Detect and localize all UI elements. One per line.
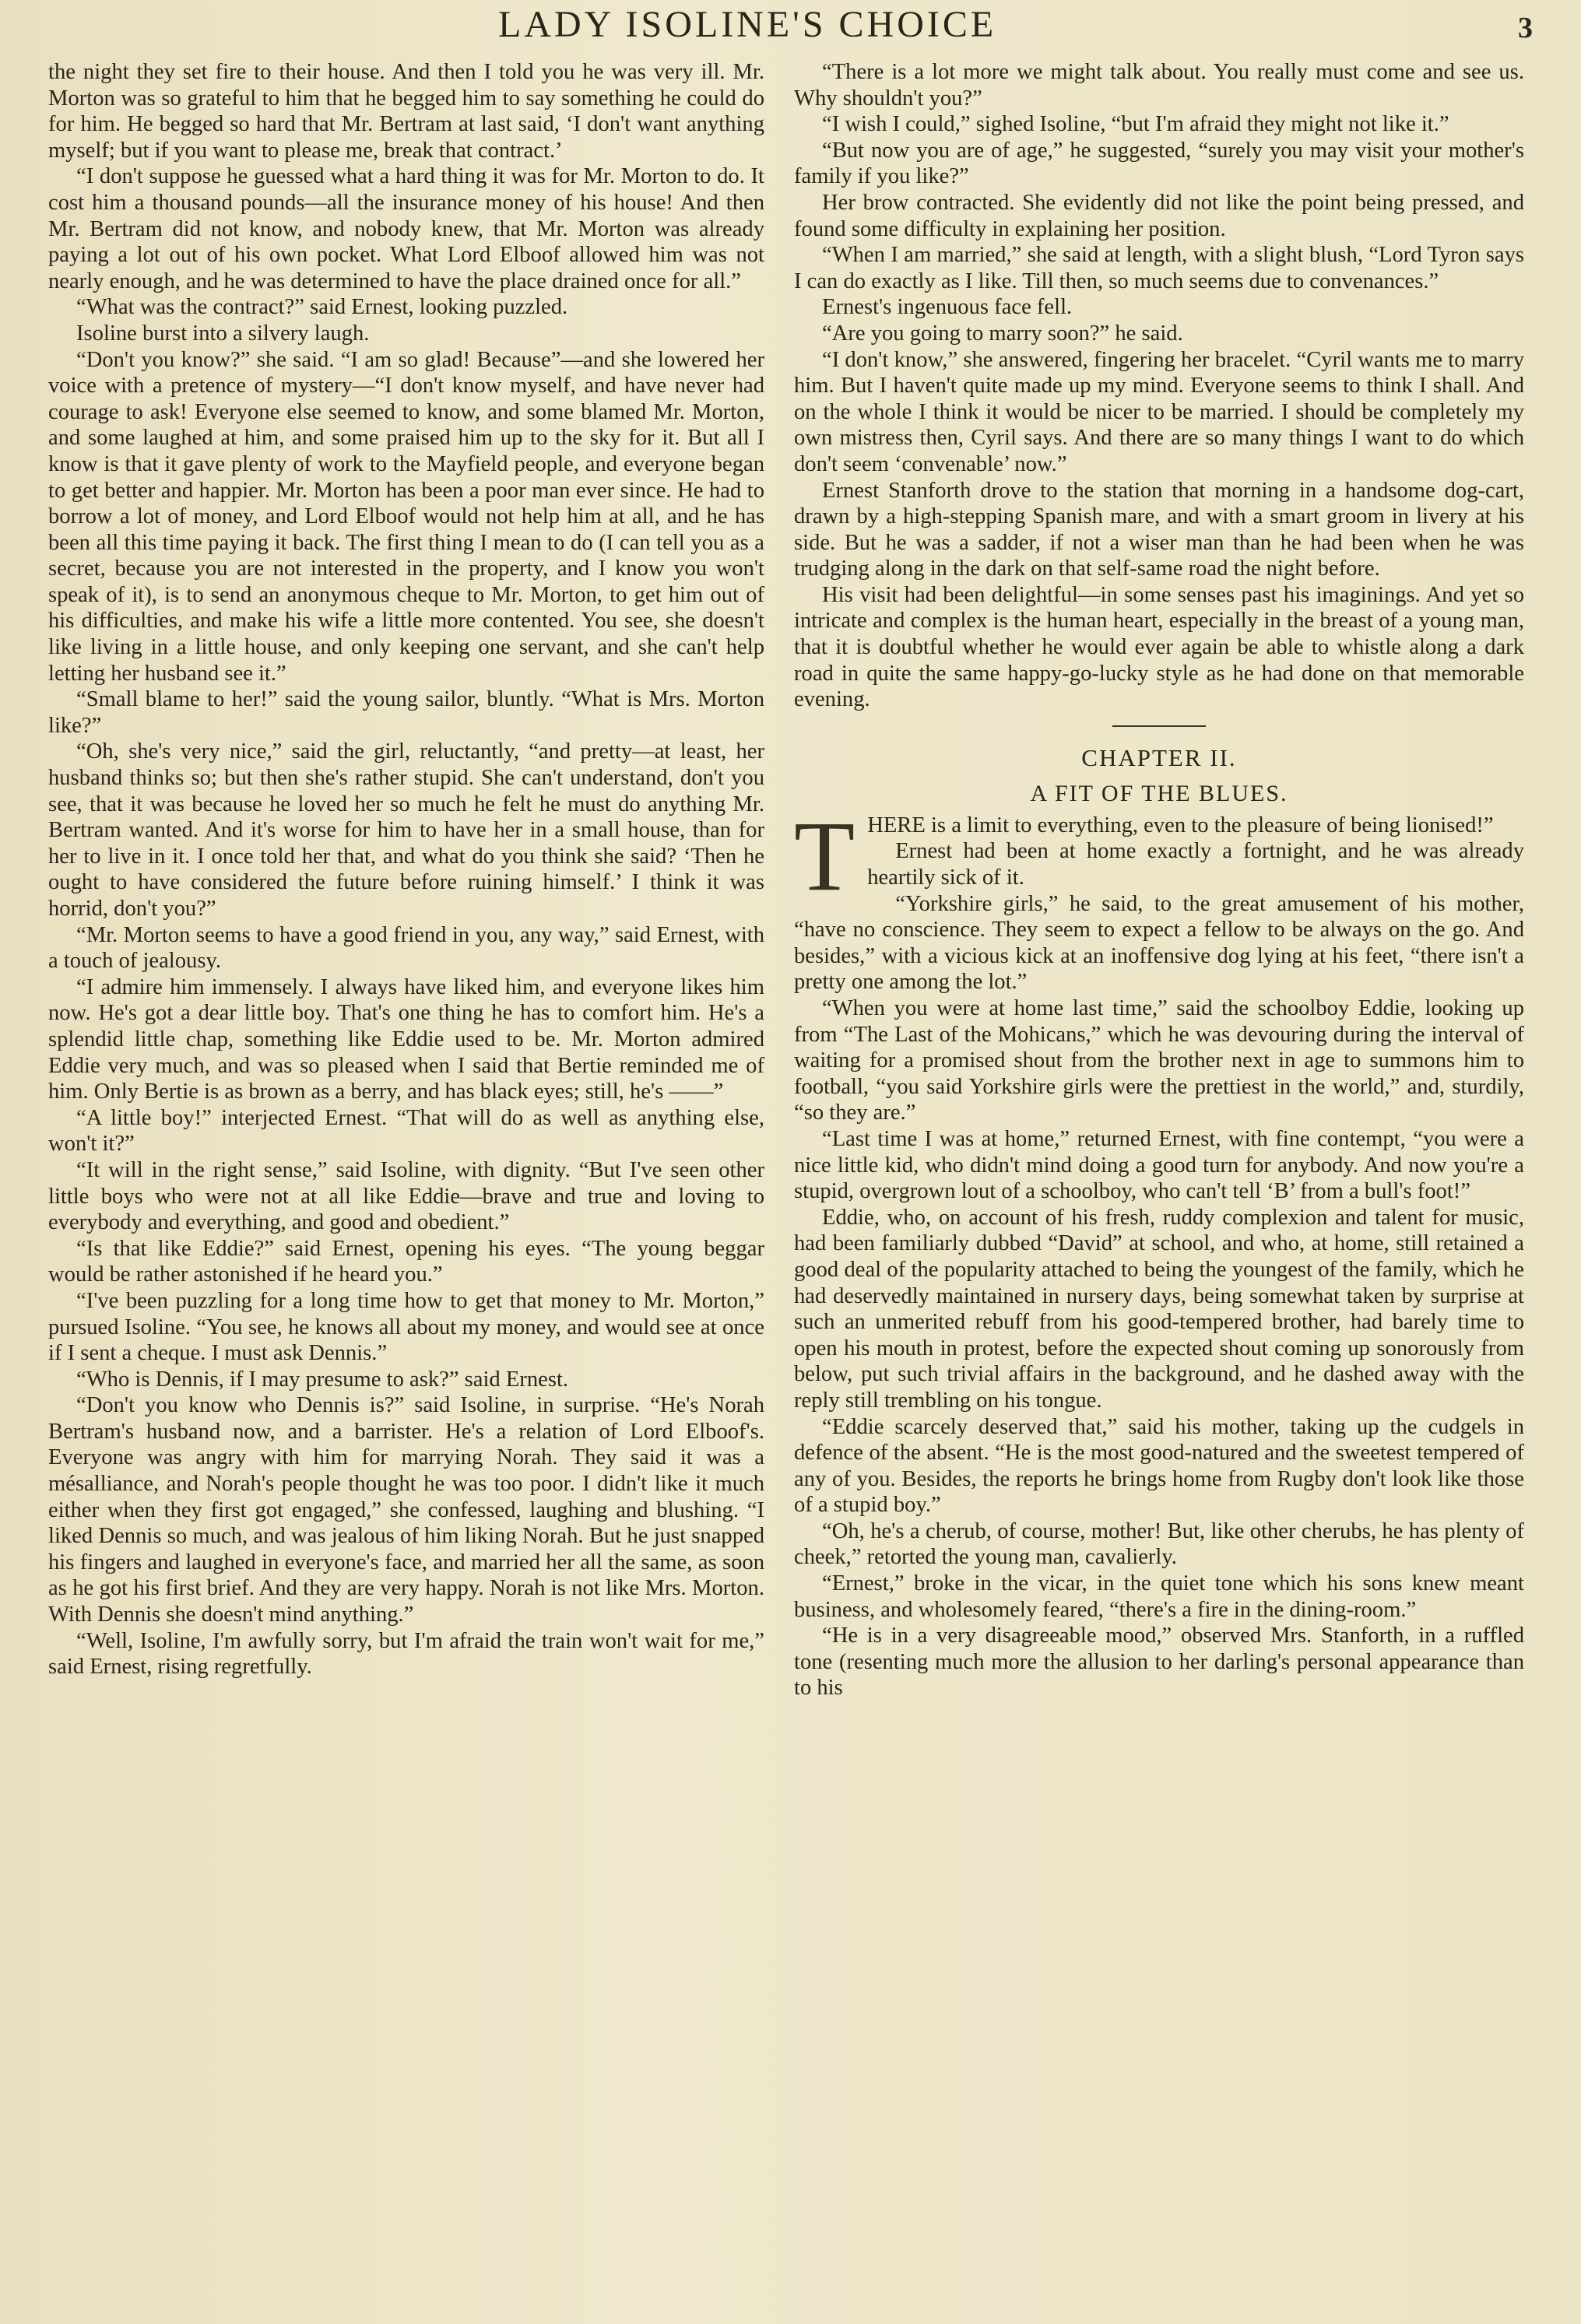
- paragraph: “Are you going to marry soon?” he said.: [822, 321, 1183, 346]
- paragraph: “Is that like Eddie?” said Ernest, opening his eyes. “The young beggar would be rather astonished if he heard you.”: [48, 1236, 764, 1287]
- paragraph: “Oh, he's a cherub, of course, mother! But, like other cherubs, he has plenty of cheek,” retorted the young man, cavalierly.: [794, 1518, 1524, 1570]
- paragraph: “Last time I was at home,” returned Ernest, with fine contempt, “you were a nice little kid, who didn't mind doing a good turn for anybody. And now you're a stupid, overgrown lout of a schoolboy, who can't tell ‘B’ from a bull's foot!”: [794, 1126, 1524, 1204]
- paragraph: “What was the contract?” said Ernest, looking puzzled.: [76, 295, 568, 320]
- paragraph: Ernest had been at home exactly a fortnight, and he was already heartily sick of it.: [867, 839, 1524, 890]
- chapter-heading: CHAPTER II.: [1081, 743, 1237, 771]
- paragraph: Eddie, who, on account of his fresh, ruddy complexion and talent for music, had been familiarly dubbed “David” at school, and who, at home, still retained a good deal of the popularity attached to being the youngest of the family, which he had deservedly maintained in nursery days, being somewhat taken by surprise at such an unmerited rebuff from his good-tempered brother, had barely time to open his mouth in protest, before the expected shout coming up sonorously from below, put such trivial affairs in the background, and he dashed away with the reply still trembling on his tongue.: [794, 1205, 1524, 1413]
- paragraph: “I wish I could,” sighed Isoline, “but I'm afraid they might not like it.”: [822, 112, 1449, 137]
- paragraph: “Who is Dennis, if I may presume to ask?” said Ernest.: [76, 1367, 569, 1392]
- section-divider: [1112, 725, 1206, 727]
- paragraph: “Small blame to her!” said the young sailor, bluntly. “What is Mrs. Morton like?”: [48, 687, 764, 738]
- paragraph: “I've been puzzling for a long time how to get that money to Mr. Morton,” pursued Isoline. “You see, he knows all about my money, and would see at once if I sent a cheque. I must ask Dennis.”: [48, 1288, 764, 1366]
- paragraph: “Yorkshire girls,” he said, to the great amusement of his mother, “have no conscience. They seem to expect a fellow to be always on the go. And besides,” with a vicious kick at an inoffensive dog lying at his feet, “there isn't a pretty one among the lot.”: [794, 891, 1524, 995]
- paragraph: the night they set fire to their house. And then I told you he was very ill. Mr. Morton was so grateful to him that he begged him to say something he could do for him. He begged so hard that Mr. Bertram at last said, ‘I don't want anything myself; but if you want to please me, break that contract.’: [48, 60, 764, 163]
- paragraph: “When you were at home last time,” said the schoolboy Eddie, looking up from “The Last of the Mohicans,” which he was devouring during the interval of waiting for a promised shout from the brother next in age to summons him to football, “you said Yorkshire girls were the prettiest in the world,” and, sturdily, “so they are.”: [794, 996, 1524, 1125]
- paragraph: Isoline burst into a silvery laugh.: [76, 321, 370, 346]
- paragraph: “Don't you know who Dennis is?” said Isoline, in surprise. “He's Norah Bertram's husband now, and a barrister. He's a relation of Lord Elboof's. Everyone was angry with him for marrying Norah. They said it was a mésalliance, and Norah's people thought he was too poor. I didn't like it much either when they first got engaged,” she confessed, laughing and blushing. “I liked Dennis so much, and was jealous of him liking Norah. But he just snapped his fingers and laughed in everyone's face, and married her all the same, as soon as he got his first brief. And they are very happy. Norah is not like Mrs. Morton. With Dennis she doesn't mind anything.”: [48, 1393, 764, 1627]
- paragraph: “Eddie scarcely deserved that,” said his mother, taking up the cudgels in defence of the absent. “He is the most good-natured and the sweetest tempered of any of you. Besides, the reports he brings home from Rugby don't look like those of a stupid boy.”: [794, 1414, 1524, 1518]
- chapter-subtitle: A FIT OF THE BLUES.: [1030, 780, 1288, 806]
- paragraph: “But now you are of age,” he suggested, “surely you may visit your mother's family if you like?”: [794, 138, 1524, 189]
- paragraph: Ernest's ingenuous face fell.: [822, 295, 1073, 320]
- paragraph: “I admire him immensely. I always have liked him, and everyone likes him now. He's got a dear little boy. That's one thing he has to comfort him. He's a splendid little chap, something like Eddie used to be. Mr. Morton admired Eddie very much, and was so pleased when I said that Bertie reminded me of him. Only Bertie is as brown as a berry, and has black eyes; still, he's ——”: [48, 974, 764, 1104]
- drop-cap: T: [794, 800, 855, 911]
- chapter-opening: [794, 800, 1524, 911]
- paragraph: “He is in a very disagreeable mood,” observed Mrs. Stanforth, in a ruffled tone (resenting much more the allusion to her darling's personal appearance than to his: [794, 1624, 1524, 1701]
- paragraph: “Ernest,” broke in the vicar, in the quiet tone which his sons knew meant business, and wholesomely feared, “there's a fire in the dining-room.”: [794, 1571, 1524, 1622]
- paragraph: Her brow contracted. She evidently did not like the point being pressed, and found some difficulty in explaining her position.: [794, 190, 1524, 241]
- paragraph: Ernest Stanforth drove to the station that morning in a handsome dog-cart, drawn by a high-stepping Spanish mare, and with a smart groom in livery at his side. But he was a sadder, if not a wiser man than he had been when he was trudging along in the dark on that self-same road the night before.: [794, 478, 1524, 581]
- paragraph: “Don't you know?” she said. “I am so glad! Because”—and she lowered her voice with a pretence of mystery—“I don't know myself, and have never had courage to ask! Everyone else seemed to know, and some blamed Mr. Morton, and some laughed at him, and some praised him up to the sky for it. But all I know is that it gave plenty of work to the Mayfield people, and everyone began to get better and happier. Mr. Morton has been a poor man ever since. He had to borrow a lot of money, and Lord Elboof would not help him at all, and he has been all this time paying it back. The first thing I mean to do (I can tell you as a secret, because you are not interested in the property, and I know you won't speak of it), is to send an anonymous cheque to Mr. Morton, to get him out of his difficulties, and make his wife a little more contented. You see, she doesn't like living in a little house, and only keeping one servant, and she can't help letting her husband see it.”: [48, 347, 764, 686]
- paragraph: “When I am married,” she said at length, with a slight blush, “Lord Tyron says I can do exactly as I like. Till then, so much seems due to convenances.”: [794, 243, 1524, 293]
- paragraph: “Well, Isoline, I'm awfully sorry, but I'm afraid the train won't wait for me,” said Ernest, rising regretfully.: [48, 1628, 764, 1680]
- running-title: LADY ISOLINE'S CHOICE: [498, 4, 997, 45]
- paragraph: HERE is a limit to everything, even to the pleasure of being lionised!”: [867, 813, 1494, 837]
- paragraph: “I don't know,” she answered, fingering her bracelet. “Cyril wants me to marry him. But I haven't quite made up my mind. Everyone seems to think I shall. And on the whole I think it would be nicer to be married. I should be completely my own mistress then, Cyril says. And there are so many things I want to do which don't seem ‘convenable’ now.”: [794, 347, 1524, 476]
- paragraph: His visit had been delightful—in some senses past his imaginings. And yet so intricate and complex is the human heart, especially in the breast of a young man, that it is doubtful whether he would ever again be able to whistle along a dark road in quite the same happy-go-lucky style as he had done on that memorable evening.: [794, 582, 1524, 712]
- paragraph: “A little boy!” interjected Ernest. “That will do as well as anything else, won't it?”: [48, 1105, 764, 1157]
- paragraph: “There is a lot more we might talk about. You really must come and see us. Why shouldn't you?”: [794, 60, 1524, 111]
- paragraph: “Oh, she's very nice,” said the girl, reluctantly, “and pretty—at least, her husband thinks so; but then she's rather stupid. She can't understand, don't you see, that it was because he loved her so much he felt he must do anything Mr. Bertram wanted. And it's worse for him to have her in a small house, than for her to live in it. I once told her that, and what do you think she said? ‘Then he ought to have considered the future before ruining himself.’ I think it was horrid, don't you?”: [48, 739, 764, 921]
- left-column: [48, 59, 764, 2238]
- paragraph: “I don't suppose he guessed what a hard thing it was for Mr. Morton to do. It cost him a thousand pounds—all the insurance money of his house! And then Mr. Bertram did not know, and nobody knew, that Mr. Morton was already paying a lot out of his own pocket. What Lord Elboof allowed him was not nearly enough, and he was determined to have the place drained once for all.”: [48, 164, 764, 293]
- paragraph: “Mr. Morton seems to have a good friend in you, any way,” said Ernest, with a touch of jealousy.: [48, 922, 764, 974]
- page-number: 3: [1518, 12, 1533, 44]
- paragraph: “It will in the right sense,” said Isoline, with dignity. “But I've seen other little boys who were not at all like Eddie—brave and true and loving to everybody and everything, and good and obedient.”: [48, 1157, 764, 1235]
- running-header: [0, 3, 1581, 50]
- right-column: [794, 59, 1524, 2293]
